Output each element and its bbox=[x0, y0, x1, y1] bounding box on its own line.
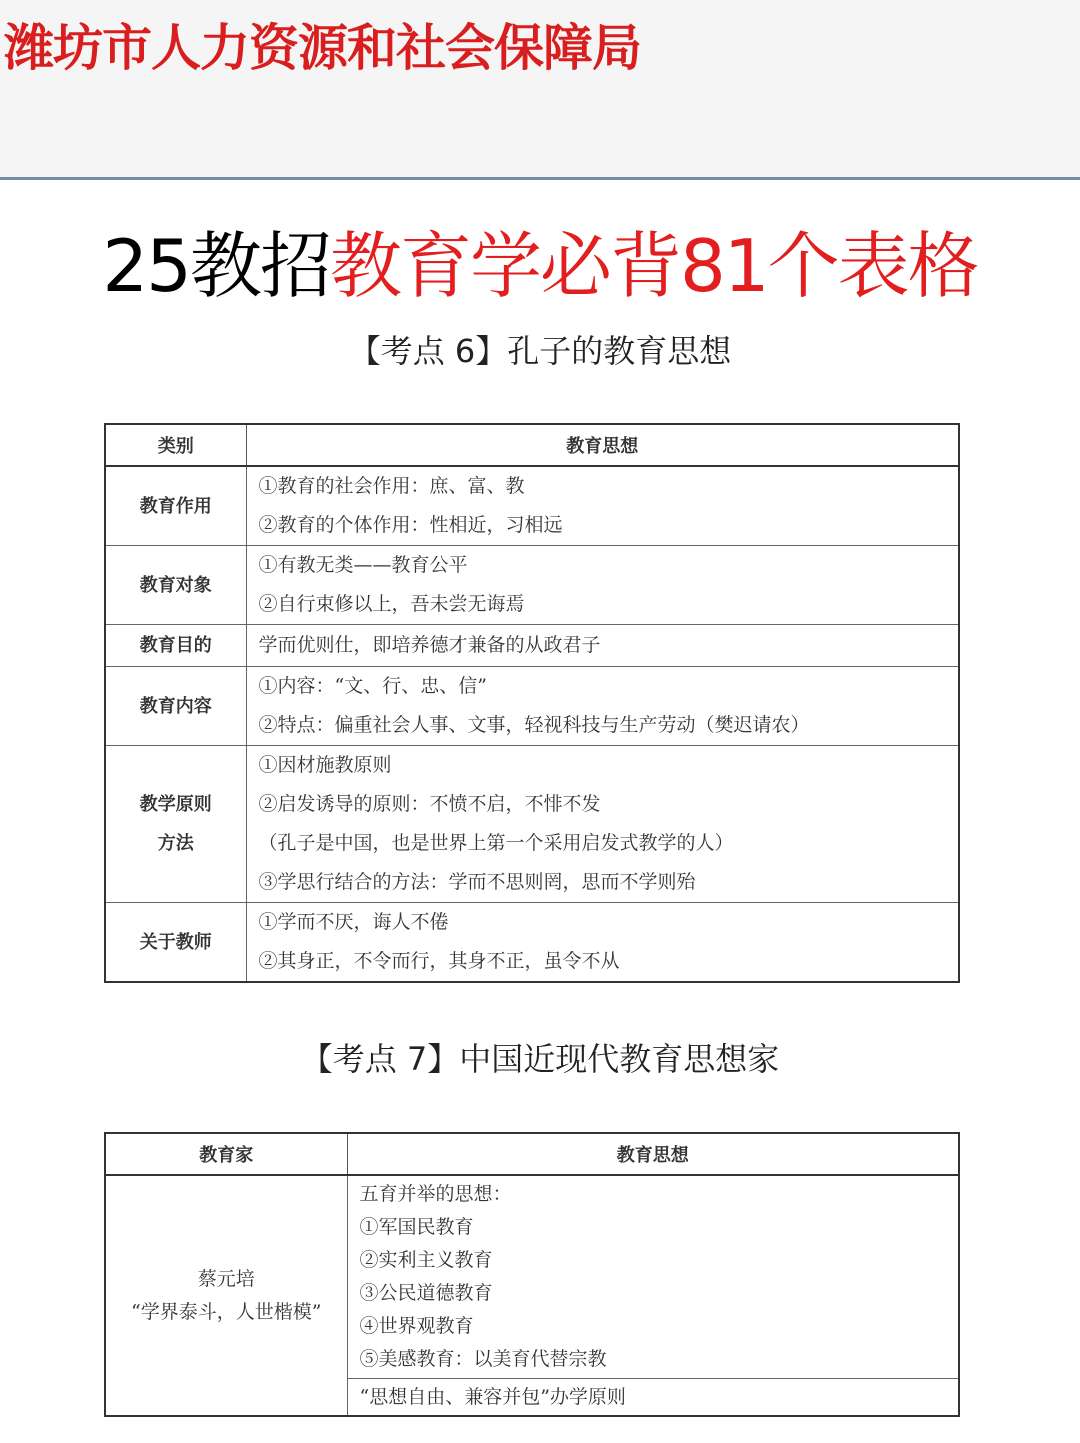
row-category: 教育作用 bbox=[105, 466, 246, 546]
section6-title: 【考点 6】孔子的教育思想 bbox=[348, 332, 732, 370]
main-title bbox=[0, 218, 1080, 314]
table-row bbox=[105, 466, 959, 546]
row-content: ①内容：“文、行、忠、信” ②特点：偏重社会人事、文事，轻视科技与生产劳动（樊迟请农） bbox=[246, 667, 959, 746]
educator-name: 蔡元培 bbox=[197, 1267, 255, 1290]
column-header-thought: 教育思想 bbox=[347, 1133, 959, 1175]
table-row bbox=[105, 1175, 959, 1379]
row-category: 教育对象 bbox=[105, 546, 246, 625]
row-category: 教育目的 bbox=[105, 625, 246, 667]
row-category: 教学原则 方法 bbox=[105, 746, 246, 903]
row-category: 关于教师 bbox=[105, 903, 246, 983]
educator-principle: “思想自由、兼容并包”办学原则 bbox=[347, 1379, 959, 1417]
table-row bbox=[105, 546, 959, 625]
row-content: ①教育的社会作用：庶、富、教 ②教育的个体作用：性相近，习相远 bbox=[246, 466, 959, 546]
educators-table bbox=[104, 1132, 960, 1417]
row-content: ①因材施教原则 ②启发诱导的原则：不愤不启，不悱不发 （孔子是中国，也是世界上第一个采用启发式教学的人） ③学思行结合的方法：学而不思则罔，思而不学则殆 bbox=[246, 746, 959, 903]
header-banner bbox=[0, 0, 1080, 180]
org-name: 潍坊市人力资源和社会保障局 bbox=[4, 18, 641, 77]
confucius-table bbox=[104, 423, 960, 983]
table-row bbox=[105, 903, 959, 983]
table-row bbox=[105, 625, 959, 667]
title-black-part: 25教招 bbox=[102, 224, 330, 308]
row-category: 教育内容 bbox=[105, 667, 246, 746]
column-header-category: 类别 bbox=[105, 424, 246, 466]
educator-epithet: “学界泰斗，人世楷模” bbox=[131, 1300, 322, 1323]
title-red-part: 教育学必背81个表格 bbox=[330, 224, 978, 308]
row-content: ①学而不厌，诲人不倦 ②其身正，不令而行，其身不正，虽令不从 bbox=[246, 903, 959, 983]
column-header-educator: 教育家 bbox=[105, 1133, 347, 1175]
row-content: 学而优则仕，即培养德才兼备的从政君子 bbox=[246, 625, 959, 667]
educator-ideas: 五育并举的思想： ①军国民教育 ②实利主义教育 ③公民道德教育 ④世界观教育 ⑤美感教育：以美育代替宗教 bbox=[347, 1175, 959, 1379]
table-row bbox=[105, 667, 959, 746]
section7-title: 【考点 7】中国近现代教育思想家 bbox=[300, 1040, 780, 1078]
column-header-thought: 教育思想 bbox=[246, 424, 959, 466]
row-content: ①有教无类——教育公平 ②自行束修以上，吾未尝无诲焉 bbox=[246, 546, 959, 625]
educator-cell bbox=[105, 1175, 347, 1416]
table-row bbox=[105, 746, 959, 903]
